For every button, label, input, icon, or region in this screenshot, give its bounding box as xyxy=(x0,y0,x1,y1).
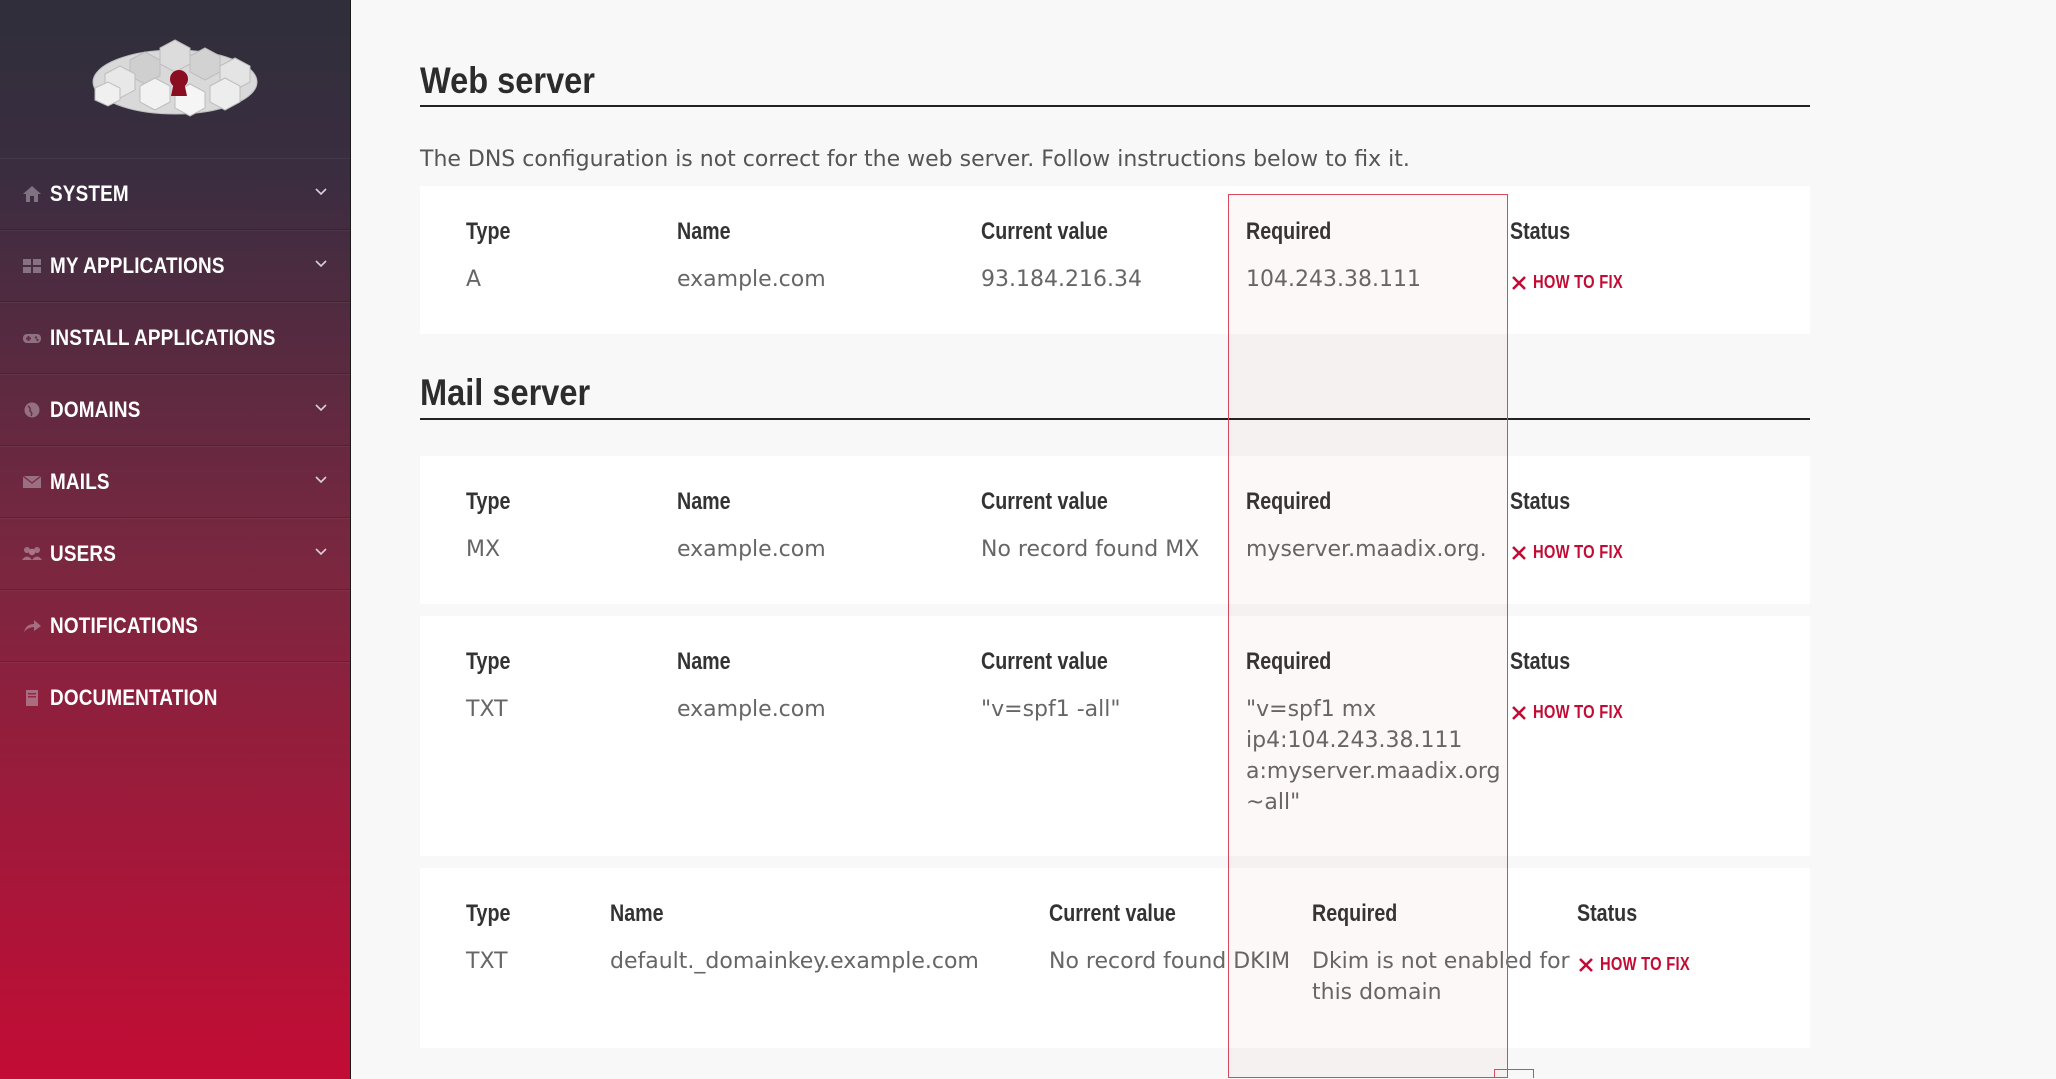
record-name: example.com xyxy=(677,697,826,722)
column-header-status: Status xyxy=(1577,900,1638,927)
record-required-value xyxy=(1312,946,1570,1008)
sidebar-nav xyxy=(0,158,350,733)
column-header-type: Type xyxy=(466,218,511,245)
record-current-value: No record found MX xyxy=(981,537,1200,562)
required-line: this domain xyxy=(1312,980,1442,1005)
section-divider xyxy=(420,418,1810,420)
sidebar-item-label: SYSTEM xyxy=(50,181,129,206)
cloud-keyhole-logo[interactable] xyxy=(0,0,350,158)
required-line: "v=spf1 mx xyxy=(1246,697,1377,722)
column-header-required: Required xyxy=(1312,900,1398,927)
book-icon xyxy=(21,688,43,708)
sidebar-item-label: INSTALL APPLICATIONS xyxy=(50,325,276,350)
close-icon xyxy=(1510,704,1528,722)
column-header-name: Name xyxy=(677,488,731,515)
chevron-down-icon xyxy=(314,185,328,199)
column-header-current: Current value xyxy=(1049,900,1176,927)
chevron-down-icon xyxy=(314,257,328,271)
section-title-mail-server: Mail server xyxy=(420,372,591,413)
record-type: A xyxy=(466,267,482,292)
home-icon xyxy=(21,184,43,204)
section-title-web-server: Web server xyxy=(420,60,595,101)
dns-record-card-mx xyxy=(420,456,1810,604)
required-line: a:myserver.maadix.org xyxy=(1246,759,1501,784)
sidebar-item-label: MY APPLICATIONS xyxy=(50,253,225,278)
column-header-required: Required xyxy=(1246,488,1332,515)
how-to-fix-label: HOW TO FIX xyxy=(1600,954,1690,974)
grid-icon xyxy=(21,256,43,276)
how-to-fix-label: HOW TO FIX xyxy=(1533,542,1623,562)
sidebar-item-label: DOMAINS xyxy=(50,397,141,422)
record-current-value: No record found DKIM xyxy=(1049,949,1291,974)
sidebar-item-label: NOTIFICATIONS xyxy=(50,613,198,638)
record-required-value: myserver.maadix.org. xyxy=(1246,537,1487,562)
sidebar-item-install-applications[interactable] xyxy=(0,302,350,374)
column-header-type: Type xyxy=(466,648,511,675)
dns-record-card-dkim xyxy=(420,868,1810,1048)
record-name: default._domainkey.example.com xyxy=(610,949,979,974)
record-current-value: 93.184.216.34 xyxy=(981,267,1142,292)
required-line: Dkim is not enabled for xyxy=(1312,949,1570,974)
sidebar-item-mails[interactable] xyxy=(0,446,350,518)
required-line: ip4:104.243.38.111 xyxy=(1246,728,1463,753)
sidebar-item-users[interactable] xyxy=(0,518,350,590)
web-server-intro: The DNS configuration is not correct for the web server. Follow instructions below to fix it. xyxy=(420,147,1410,172)
gamepad-icon xyxy=(21,328,43,348)
record-name: example.com xyxy=(677,537,826,562)
highlight-handle xyxy=(1494,1069,1534,1078)
column-header-status: Status xyxy=(1510,218,1571,245)
close-icon xyxy=(1510,544,1528,562)
dns-record-card-a xyxy=(420,186,1810,334)
record-required-value xyxy=(1246,694,1501,818)
sidebar-item-label: MAILS xyxy=(50,469,110,494)
column-header-name: Name xyxy=(610,900,664,927)
record-name: example.com xyxy=(677,267,826,292)
record-current-value: "v=spf1 -all" xyxy=(981,697,1121,722)
dns-record-card-spf xyxy=(420,616,1810,856)
how-to-fix-label: HOW TO FIX xyxy=(1533,272,1623,292)
sidebar xyxy=(0,0,351,1079)
how-to-fix-label: HOW TO FIX xyxy=(1533,702,1623,722)
record-type: MX xyxy=(466,537,501,562)
chevron-down-icon xyxy=(314,473,328,487)
column-header-status: Status xyxy=(1510,648,1571,675)
how-to-fix-link[interactable] xyxy=(1510,702,1643,723)
users-icon xyxy=(21,544,43,564)
globe-icon xyxy=(21,400,43,420)
how-to-fix-link[interactable] xyxy=(1510,542,1643,563)
chevron-down-icon xyxy=(314,401,328,415)
column-header-current: Current value xyxy=(981,218,1108,245)
share-icon xyxy=(21,616,43,636)
how-to-fix-link[interactable] xyxy=(1577,954,1710,975)
column-header-current: Current value xyxy=(981,488,1108,515)
record-type: TXT xyxy=(466,697,508,722)
sidebar-item-documentation[interactable] xyxy=(0,662,350,733)
chevron-down-icon xyxy=(314,545,328,559)
envelope-icon xyxy=(21,472,43,492)
sidebar-item-my-applications[interactable] xyxy=(0,230,350,302)
close-icon xyxy=(1510,274,1528,292)
close-icon xyxy=(1577,956,1595,974)
column-header-required: Required xyxy=(1246,648,1332,675)
sidebar-item-notifications[interactable] xyxy=(0,590,350,662)
sidebar-item-domains[interactable] xyxy=(0,374,350,446)
column-header-name: Name xyxy=(677,218,731,245)
sidebar-item-label: USERS xyxy=(50,541,117,566)
column-header-current: Current value xyxy=(981,648,1108,675)
required-line: ~all" xyxy=(1246,790,1301,815)
column-header-type: Type xyxy=(466,488,511,515)
how-to-fix-link[interactable] xyxy=(1510,272,1643,293)
column-header-status: Status xyxy=(1510,488,1571,515)
column-header-name: Name xyxy=(677,648,731,675)
section-divider xyxy=(420,105,1810,107)
column-header-required: Required xyxy=(1246,218,1332,245)
column-header-type: Type xyxy=(466,900,511,927)
record-type: TXT xyxy=(466,949,508,974)
record-required-value: 104.243.38.111 xyxy=(1246,267,1421,292)
sidebar-item-label: DOCUMENTATION xyxy=(50,685,218,710)
sidebar-item-system[interactable] xyxy=(0,158,350,230)
